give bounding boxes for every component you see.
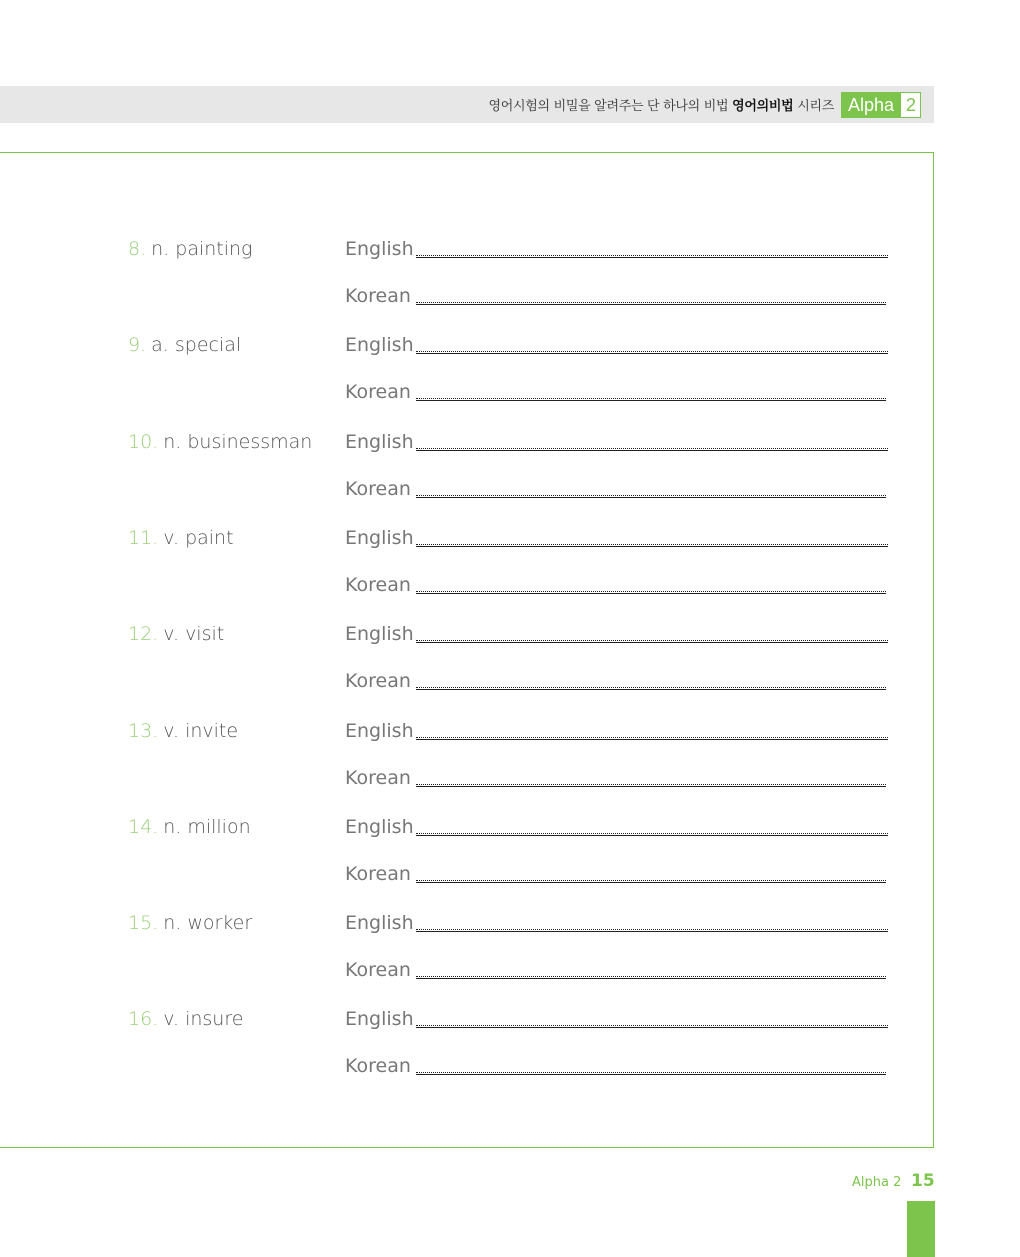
english-answer-line[interactable]: [416, 929, 888, 930]
english-label: English: [345, 912, 414, 935]
korean-label: Korean: [345, 573, 411, 596]
korean-label: Korean: [345, 477, 411, 500]
item-number: 13.: [128, 719, 159, 742]
english-label: English: [345, 1008, 414, 1031]
vocab-word: [128, 527, 234, 549]
korean-label: Korean: [345, 959, 411, 982]
item-number: 14.: [128, 815, 159, 838]
page-tab: [907, 1201, 935, 1257]
item-number: 16.: [128, 1008, 159, 1031]
item-word: v. paint: [163, 526, 234, 549]
item-word: n. businessman: [163, 430, 313, 453]
korean-answer-line[interactable]: [416, 591, 886, 592]
vocab-word: [128, 623, 224, 645]
korean-answer-line[interactable]: [416, 784, 886, 785]
item-number: 8.: [128, 238, 147, 260]
korean-label: Korean: [345, 862, 411, 885]
item-word: n. painting: [151, 238, 253, 260]
item-number: 11.: [128, 526, 159, 549]
english-answer-line[interactable]: [416, 1025, 888, 1026]
english-label: English: [345, 526, 414, 549]
vocab-word: [128, 816, 251, 838]
korean-answer-line[interactable]: [416, 495, 886, 496]
series-title-prefix: 영어시험의 비밀을 알려주는 단 하나의 비법: [488, 99, 733, 114]
english-label: English: [345, 815, 414, 838]
english-label: English: [345, 334, 414, 357]
korean-answer-line[interactable]: [416, 398, 886, 399]
vocab-word: [128, 238, 252, 260]
english-label: English: [345, 719, 414, 742]
english-answer-line[interactable]: [416, 737, 888, 738]
korean-answer-line[interactable]: [416, 880, 886, 881]
english-answer-line[interactable]: [416, 448, 888, 449]
english-answer-line[interactable]: [416, 351, 888, 352]
page-number: 15: [911, 1171, 935, 1191]
english-label: English: [345, 430, 414, 453]
item-word: v. insure: [163, 1008, 244, 1031]
korean-answer-line[interactable]: [416, 1072, 886, 1073]
korean-label: Korean: [345, 381, 411, 404]
vocab-word: [128, 334, 241, 356]
item-word: n. worker: [163, 912, 253, 935]
item-number: 10.: [128, 430, 159, 453]
series-title-suffix: 시리즈: [793, 99, 834, 114]
brand-name: Alpha: [842, 93, 901, 117]
series-title-bold: 영어의비법: [732, 99, 794, 114]
korean-label: Korean: [345, 285, 411, 307]
english-answer-line[interactable]: [416, 544, 888, 545]
english-answer-line[interactable]: [416, 640, 888, 641]
korean-answer-line[interactable]: [416, 687, 886, 688]
item-word: a. special: [151, 334, 242, 357]
korean-label: Korean: [345, 1055, 411, 1078]
brand-badge: [841, 92, 921, 118]
series-title: [488, 95, 834, 114]
item-number: 9.: [128, 334, 147, 357]
brand-number: 2: [901, 93, 920, 117]
korean-answer-line[interactable]: [416, 976, 886, 977]
item-word: n. million: [163, 815, 251, 838]
vocab-word: [128, 912, 252, 934]
korean-answer-line[interactable]: [416, 302, 886, 303]
item-number: 12.: [128, 623, 159, 646]
item-word: v. visit: [163, 623, 225, 646]
english-label: English: [345, 623, 414, 646]
vocab-word: [128, 431, 312, 453]
english-label: English: [345, 238, 414, 260]
footer-book-label: Alpha 2: [852, 1175, 902, 1190]
item-number: 15.: [128, 912, 159, 935]
korean-label: Korean: [345, 766, 411, 789]
vocab-word: [128, 1008, 243, 1030]
korean-label: Korean: [345, 670, 411, 693]
english-answer-line[interactable]: [416, 833, 888, 834]
vocab-word: [128, 720, 238, 742]
item-word: v. invite: [163, 719, 239, 742]
english-answer-line[interactable]: [416, 255, 888, 256]
